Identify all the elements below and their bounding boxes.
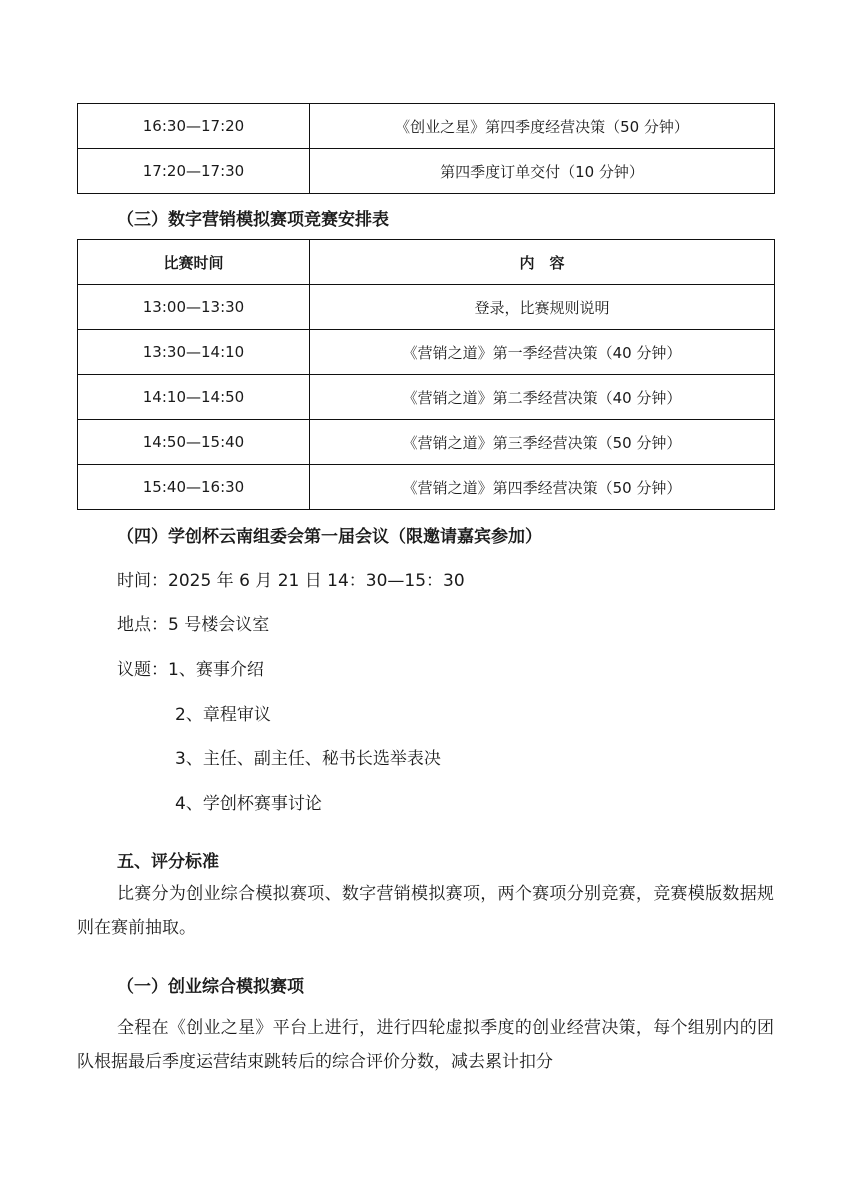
meeting-agenda-item-4: 4、学创杯赛事讨论	[175, 794, 322, 814]
table-header-row	[78, 240, 775, 285]
table-cell-time: 17:20—17:30	[78, 149, 310, 194]
table-row	[78, 149, 775, 194]
table-row	[78, 104, 775, 149]
column-header-time: 比赛时间	[78, 240, 310, 285]
table-cell-content: 《营销之道》第一季经营决策（40 分钟）	[310, 330, 775, 375]
scoring-paragraph: 比赛分为创业综合模拟赛项、数字营销模拟赛项，两个赛项分别竞赛，竞赛模版数据规则在赛前抽取。	[77, 884, 774, 938]
table-cell-content: 《营销之道》第三季经营决策（50 分钟）	[310, 420, 775, 465]
table-cell-time: 16:30—17:20	[78, 104, 310, 149]
table-cell-content: 《营销之道》第四季经营决策（50 分钟）	[310, 465, 775, 510]
section-heading-marketing: （三）数字营销模拟赛项竞赛安排表	[117, 210, 389, 230]
table-row	[78, 420, 775, 465]
table-cell-time: 15:40—16:30	[78, 465, 310, 510]
meeting-time: 时间：2025 年 6 月 21 日 14：30—15：30	[117, 571, 465, 591]
section-heading-business-sim: （一）创业综合模拟赛项	[117, 977, 304, 997]
table-row	[78, 330, 775, 375]
marketing-schedule-table	[77, 239, 775, 510]
meeting-place: 地点：5 号楼会议室	[117, 615, 270, 635]
business-sim-paragraph: 全程在《创业之星》平台上进行，进行四轮虚拟季度的创业经营决策，每个组别内的团队根据最后季度运营结束跳转后的综合评价分数，减去累计扣分	[77, 1018, 774, 1072]
table-cell-content: 第四季度订单交付（10 分钟）	[310, 149, 775, 194]
meeting-agenda-item-3: 3、主任、副主任、秘书长选举表决	[175, 749, 441, 769]
table-cell-time: 13:30—14:10	[78, 330, 310, 375]
meeting-agenda-item-1: 议题：1、赛事介绍	[117, 660, 264, 680]
table-cell-content: 《创业之星》第四季度经营决策（50 分钟）	[310, 104, 775, 149]
table-cell-time: 14:50—15:40	[78, 420, 310, 465]
section-heading-meeting: （四）学创杯云南组委会第一届会议（限邀请嘉宾参加）	[117, 527, 542, 547]
table-row	[78, 285, 775, 330]
table-row	[78, 465, 775, 510]
table-cell-time: 14:10—14:50	[78, 375, 310, 420]
table-row	[78, 375, 775, 420]
meeting-agenda-item-2: 2、章程审议	[175, 705, 271, 725]
section-heading-scoring: 五、评分标准	[117, 852, 219, 872]
table-cell-content: 登录，比赛规则说明	[310, 285, 775, 330]
table-cell-content: 《营销之道》第二季经营决策（40 分钟）	[310, 375, 775, 420]
table-cell-time: 13:00—13:30	[78, 285, 310, 330]
schedule-table-continued	[77, 103, 775, 194]
column-header-content: 内 容	[310, 240, 775, 285]
